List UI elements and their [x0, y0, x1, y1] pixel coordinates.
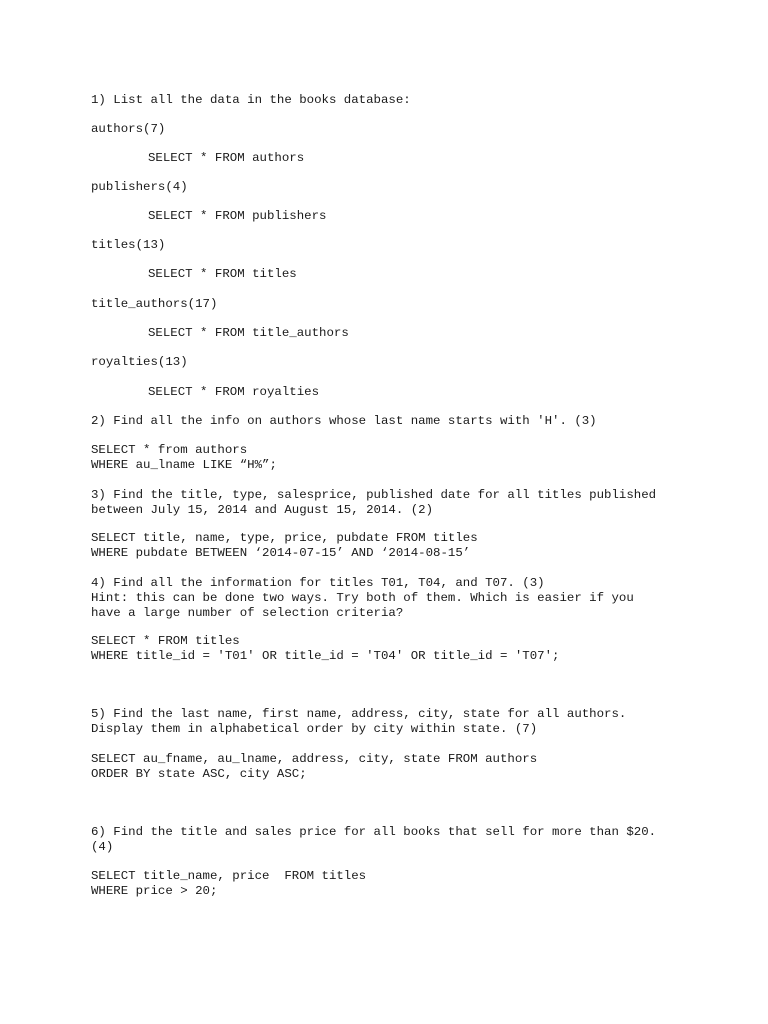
query-select-title-authors: SELECT * FROM title_authors	[148, 326, 349, 340]
question-2-heading: 2) Find all the info on authors whose last name starts with 'H'. (3)	[91, 414, 597, 428]
table-label-publishers: publishers(4)	[91, 180, 188, 194]
question-3-heading-line-2: between July 15, 2014 and August 15, 2014. (2)	[91, 503, 434, 517]
question-4-heading: 4) Find all the information for titles T01, T04, and T07. (3)	[91, 576, 545, 590]
question-5-heading-line-1: 5) Find the last name, first name, address, city, state for all authors.	[91, 707, 627, 721]
question-3-heading-line-1: 3) Find the title, type, salesprice, published date for all titles published	[91, 488, 657, 502]
answer-2-line-1: SELECT * from authors	[91, 443, 248, 457]
answer-3-line-2: WHERE pubdate BETWEEN ‘2014-07-15’ AND ‘2014-08-15’	[91, 546, 471, 560]
answer-5-line-2: ORDER BY state ASC, city ASC;	[91, 767, 307, 781]
answer-6-line-1: SELECT title_name, price FROM titles	[91, 869, 367, 883]
table-label-royalties: royalties(13)	[91, 355, 188, 369]
query-select-authors: SELECT * FROM authors	[148, 151, 305, 165]
table-label-authors: authors(7)	[91, 122, 166, 136]
answer-4-line-1: SELECT * FROM titles	[91, 634, 240, 648]
answer-2-line-2: WHERE au_lname LIKE “H%”;	[91, 458, 277, 472]
answer-6-line-2: WHERE price > 20;	[91, 884, 218, 898]
question-1-heading: 1) List all the data in the books database:	[91, 93, 411, 107]
query-select-royalties: SELECT * FROM royalties	[148, 385, 320, 399]
query-select-publishers: SELECT * FROM publishers	[148, 209, 327, 223]
question-6-heading-line-2: (4)	[91, 840, 114, 854]
question-5-heading-line-2: Display them in alphabetical order by city within state. (7)	[91, 722, 538, 736]
question-4-hint-line-2: have a large number of selection criteria?	[91, 606, 404, 620]
query-select-titles: SELECT * FROM titles	[148, 267, 297, 281]
question-4-hint-line-1: Hint: this can be done two ways. Try both of them. Which is easier if you	[91, 591, 634, 605]
answer-5-line-1: SELECT au_fname, au_lname, address, city, state FROM authors	[91, 752, 538, 766]
table-label-title-authors: title_authors(17)	[91, 297, 218, 311]
answer-4-line-2: WHERE title_id = 'T01' OR title_id = 'T04' OR title_id = 'T07';	[91, 649, 560, 663]
answer-3-line-1: SELECT title, name, type, price, pubdate FROM titles	[91, 531, 478, 545]
table-label-titles: titles(13)	[91, 238, 166, 252]
question-6-heading-line-1: 6) Find the title and sales price for all books that sell for more than $20.	[91, 825, 657, 839]
